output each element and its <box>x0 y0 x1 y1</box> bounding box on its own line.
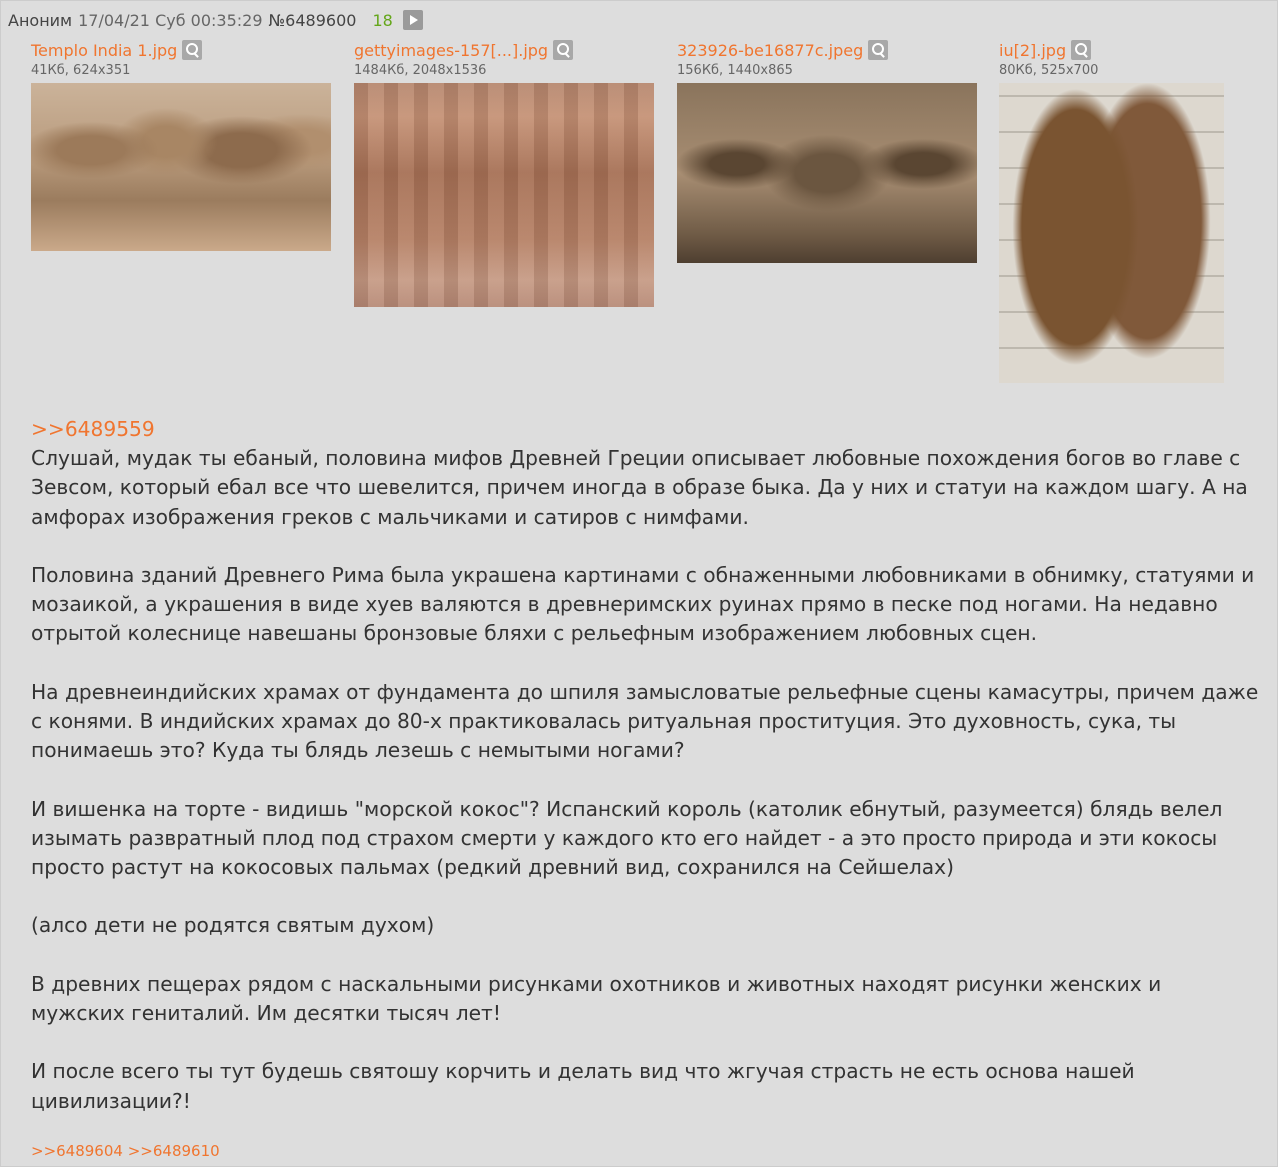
search-icon[interactable] <box>553 40 573 60</box>
file-thumbnail[interactable] <box>999 83 1224 383</box>
file-meta: 156Кб, 1440x865 <box>677 63 793 78</box>
file-name-link[interactable]: 323926-be16877c.jpeg <box>677 40 864 60</box>
file-thumbnail[interactable] <box>677 83 977 263</box>
post-replies <box>31 1142 220 1160</box>
post-header <box>8 9 423 31</box>
poster-name: Аноним <box>8 10 73 30</box>
play-icon[interactable] <box>403 10 423 30</box>
post-body <box>31 415 1261 1145</box>
post-paragraph: И вишенка на торте - видишь "морской кокос"? Испанский король (католик ебнутый, разумеется) блядь велел изымать развратный плод под страхом смерти у каждого кто его найдет - а это просто природа и эти кокосы просто растут на кокосовых пальмах (редкий древний вид, сохранился на Сейшелах) <box>31 796 1223 879</box>
file-meta: 1484Кб, 2048x1536 <box>354 63 487 78</box>
post-datetime: 17/04/21 Суб 00:35:29 <box>78 10 263 30</box>
post-number-link[interactable]: №6489600 <box>268 10 357 30</box>
file-attachment <box>31 39 331 251</box>
reply-backlink[interactable]: >>6489604 <box>31 1142 123 1160</box>
post-reply-count: 18 <box>372 10 393 30</box>
post-paragraph: В древних пещерах рядом с наскальными рисунками охотников и животных находят рисунки женских и мужских гениталий. Им десятки тысяч лет! <box>31 971 1162 1025</box>
file-meta: 41Кб, 624x351 <box>31 63 131 78</box>
file-attachment <box>677 39 977 263</box>
search-icon[interactable] <box>1071 40 1091 60</box>
file-thumbnail[interactable] <box>354 83 654 307</box>
reply-backlink[interactable]: >>6489610 <box>127 1142 220 1160</box>
post-paragraph: И после всего ты тут будешь святошу корчить и делать вид что жгучая страсть не есть основа нашей цивилизации?! <box>31 1059 1135 1113</box>
post-paragraph: Слушай, мудак ты ебаный, половина мифов Древней Греции описывает любовные похождения богов во главе с Зевсом, который ебал все что шевелится, причем иногда в образе быка. Да у них и статуи на каждом шагу. А на амфорах изображения греков с мальчиками и сатиров с нимфами. <box>31 446 1248 529</box>
file-name-link[interactable]: gettyimages-157[...].jpg <box>354 40 549 60</box>
file-attachment <box>999 39 1224 383</box>
post-paragraph: На древнеиндийских храмах от фундамента до шпиля замысловатые рельефные сцены камасутры, причем даже с конями. В индийских храмах до 80-х практиковалась ритуальная проституция. Это духовность, сука, ты понимаешь это? Куда ты блядь лезешь с немытыми ногами? <box>31 679 1259 763</box>
search-icon[interactable] <box>182 40 202 60</box>
file-name-link[interactable]: iu[2].jpg <box>999 40 1067 60</box>
file-attachment <box>354 39 654 307</box>
file-meta: 80Кб, 525x700 <box>999 63 1099 78</box>
file-name-link[interactable]: Templo India 1.jpg <box>31 40 178 60</box>
file-thumbnail[interactable] <box>31 83 331 251</box>
post-paragraph: Половина зданий Древнего Рима была украшена картинами с обнаженными любовниками в обнимку, статуями и мозаикой, а украшения в виде хуев валяются в древнеримских руинах прямо в песке под ногами. На недавно отрытой колеснице навешаны бронзовые бляхи с рельефным изображением любовных сцен. <box>31 563 1255 646</box>
post-paragraph: (алсо дети не родятся святым духом) <box>31 913 435 938</box>
reply-link[interactable]: >>6489559 <box>31 417 155 441</box>
search-icon[interactable] <box>868 40 888 60</box>
